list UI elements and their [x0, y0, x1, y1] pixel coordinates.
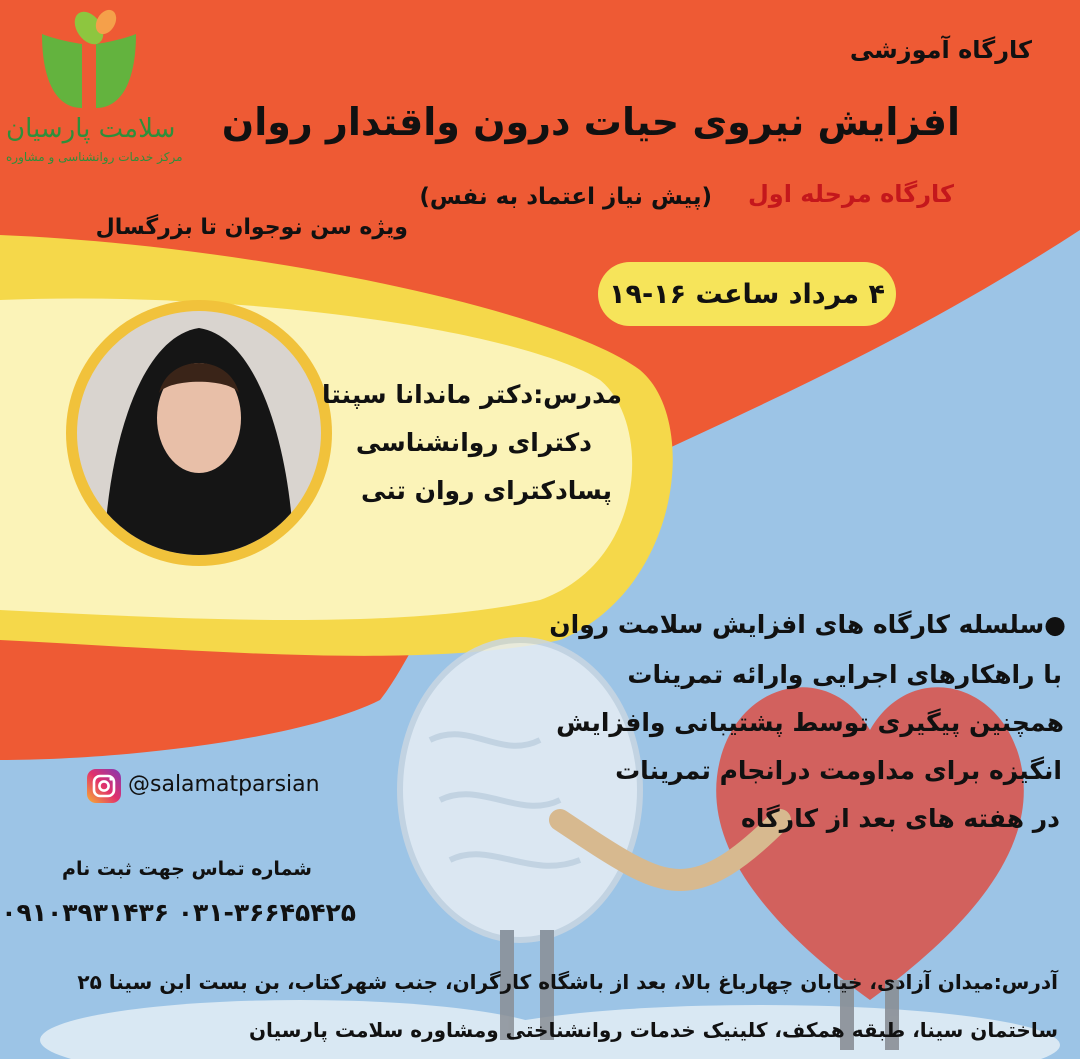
- address-line-2: ساختمان سینا، طبقه همکف، کلینیک خدمات روانشناختی ومشاوره سلامت پارسیان: [248, 1018, 1058, 1042]
- instructor-photo: [64, 298, 334, 568]
- description-line-3: همچنین پیگیری توسط پشتیبانی وافزایش: [556, 708, 1064, 737]
- instagram-icon: [86, 768, 122, 804]
- description-line-1: ●سلسله کارگاه های افزایش سلامت روان: [549, 610, 1066, 639]
- instructor-name: مدرس:دکتر ماندانا سپنتا: [322, 380, 622, 409]
- date-badge: [598, 262, 896, 326]
- instructor-postdoc: پسادکترای روان تنی: [361, 476, 612, 505]
- instagram-handle[interactable]: @salamatparsian: [128, 772, 320, 797]
- logo-subtitle: مرکز خدمات روانشناسی و مشاوره: [6, 150, 183, 164]
- date-text: ۴ مرداد ساعت ۱۶-۱۹: [608, 278, 886, 310]
- workshop-label: کارگاه آموزشی: [849, 36, 1032, 64]
- description-line-5: در هفته های بعد از کارگاه: [741, 804, 1060, 833]
- contact-label: شماره تماس جهت ثبت نام: [62, 858, 312, 880]
- description-line-4: انگیزه برای مداومت درانجام تمرینات: [615, 756, 1062, 785]
- logo-name: سلامت پارسیان: [6, 114, 176, 144]
- workshop-title: افزایش نیروی حیات درون واقتدار روان: [221, 100, 960, 144]
- instructor-degree: دکترای روانشناسی: [355, 428, 592, 457]
- logo-icon: [34, 8, 144, 113]
- description-line-2: با راهکارهای اجرایی وارائه تمرینات: [627, 660, 1062, 689]
- contact-phones: ۰۳۱-۳۶۶۴۵۴۲۵ ۰۹۱۰۳۹۳۱۴۳۶: [1, 898, 356, 927]
- stage-label: کارگاه مرحله اول: [747, 180, 954, 208]
- audience-label: ویژه سن نوجوان تا بزرگسال: [95, 215, 408, 240]
- prerequisite-label: (پیش نیاز اعتماد به نفس): [419, 184, 712, 210]
- address-line-1: آدرس:میدان آزادی، خیابان چهارباغ بالا، بعد از باشگاه کارگران، جنب شهرکتاب، بن بست ابن سینا ۲۵: [77, 970, 1058, 994]
